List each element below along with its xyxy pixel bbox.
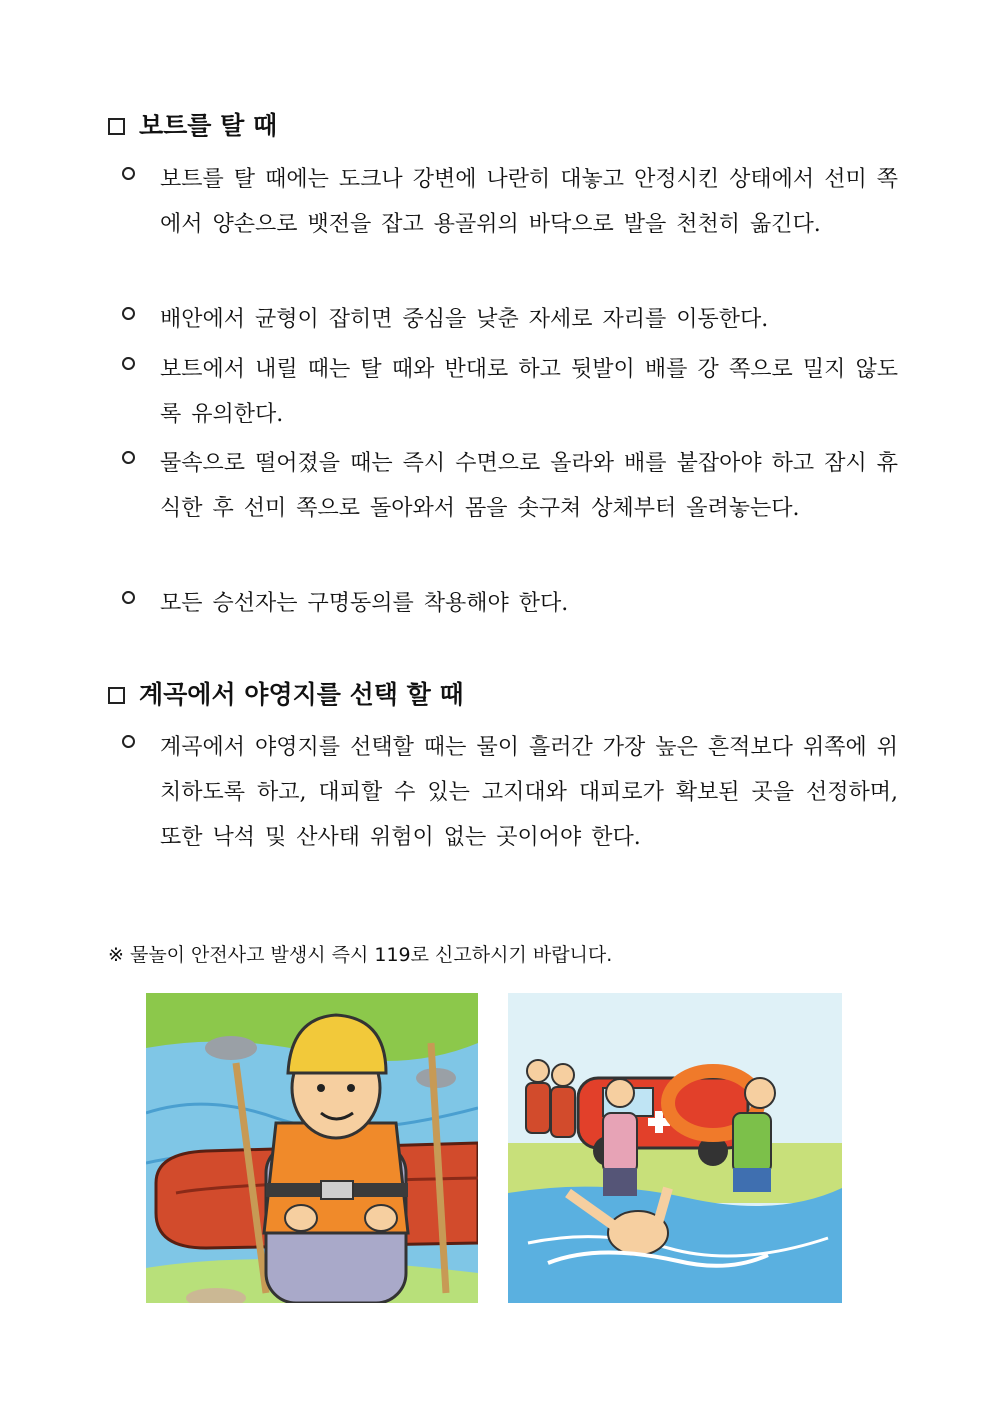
list-item [122,581,898,626]
emergency-note: ※ 물놀이 안전사고 발생시 즉시 119로 신고하시기 바랍니다. [108,944,613,966]
list-item [122,157,898,247]
circle-bullet-icon [122,307,135,320]
circle-bullet-icon [122,451,135,464]
list-item [122,347,898,437]
list-item [122,725,898,860]
list-item [122,297,898,342]
illustration-rescue [508,993,842,1303]
list-item-text: 배안에서 균형이 잡히면 중심을 낮춘 자세로 자리를 이동한다. [160,307,769,332]
list-item-text: 보트를 탈 때에는 도크나 강변에 나란히 대놓고 안정시킨 상태에서 선미 쪽에서 양손으로 뱃전을 잡고 용골위의 바닥으로 발을 천천히 옮긴다. [160,167,898,237]
section-heading-boat [108,111,277,141]
list-item-text: 계곡에서 야영지를 선택할 때는 물이 흘러간 가장 높은 흔적보다 위쪽에 위치하도록 하고, 대피할 수 있는 고지대와 대피로가 확보된 곳을 선정하며, 또한 낙석 및 산사태 위험이 없는 곳이어야 한다. [160,735,898,850]
section-heading-text: 계곡에서 야영지를 선택 할 때 [139,680,464,709]
circle-bullet-icon [122,735,135,748]
list-item-text: 모든 승선자는 구명동의를 착용해야 한다. [160,591,569,616]
list-item [122,441,898,531]
illustration-boat-safety [146,993,478,1303]
section-heading-campsite [108,680,464,710]
section-heading-text: 보트를 탈 때 [139,111,278,140]
circle-bullet-icon [122,357,135,370]
list-item-text: 보트에서 내릴 때는 탈 때와 반대로 하고 뒷발이 배를 강 쪽으로 밀지 않도록 유의한다. [160,357,898,427]
circle-bullet-icon [122,167,135,180]
square-bullet-icon [108,118,125,135]
list-item-text: 물속으로 떨어졌을 때는 즉시 수면으로 올라와 배를 붙잡아야 하고 잠시 휴식한 후 선미 쪽으로 돌아와서 몸을 솟구쳐 상체부터 올려놓는다. [160,451,898,521]
square-bullet-icon [108,687,125,704]
circle-bullet-icon [122,591,135,604]
